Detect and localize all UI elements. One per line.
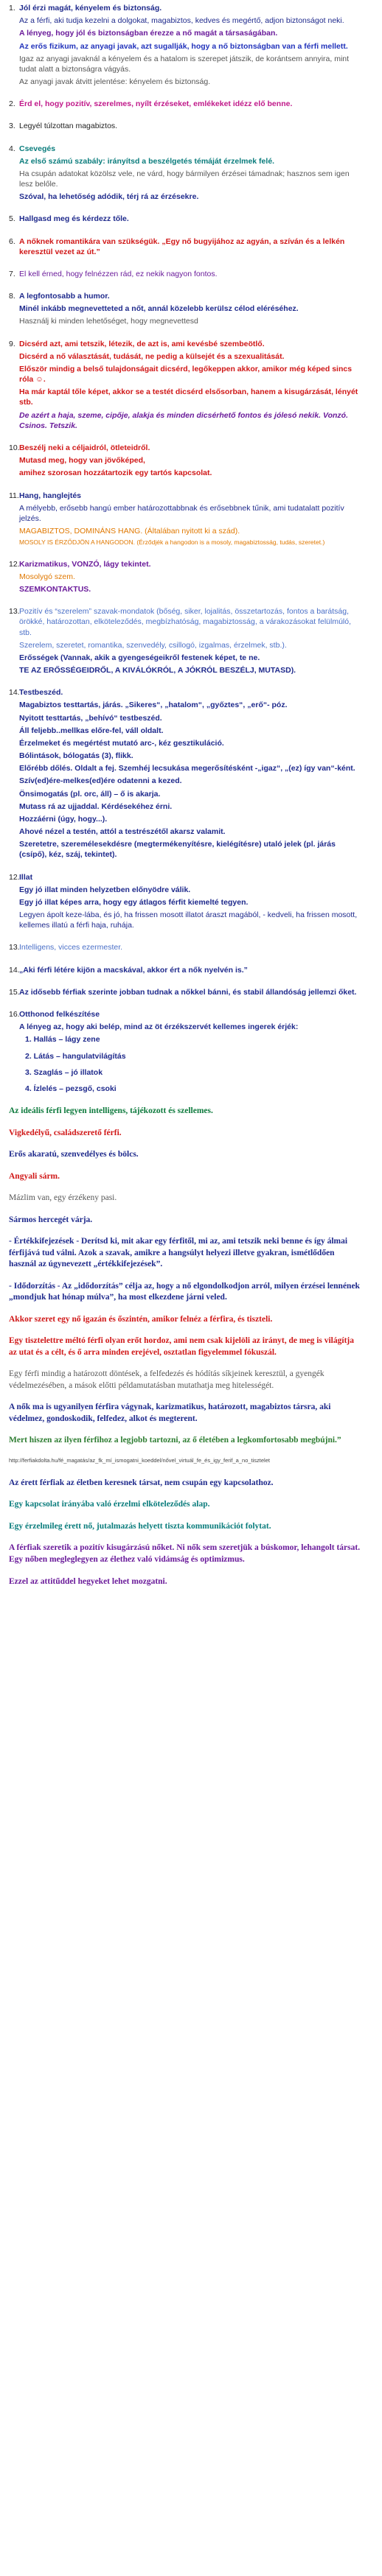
item-text: Bólintások, bólogatás (3), flikk. [19,751,133,761]
item-text: Egy jó illat minden helyzetben előnyödre válik. [19,885,191,894]
note-line: Erős akaratú, szenvedélyes és bölcs. [9,1150,139,1159]
note-line: Angyali sárm. [9,1171,60,1181]
item-text: Érd el, hogy pozitív, szerelmes, nyílt érzéseket, emlékeket idézz elő benne. [19,99,293,109]
list-item [9,606,361,675]
item-text: Ha már kaptál tőle képet, akkor se a testét dicsérd elsősorban, hanem a kisugárzását, lényét stb. [19,387,358,407]
list-item [9,269,361,279]
list-item [9,3,361,87]
item-text: Dicsérd azt, ami tetszik, létezik, de azt is, ami kevésbé szembeötlő. [19,339,265,348]
note-line: Az ideális férfi legyen intelligens, tájékozott és szellemes. [9,1106,213,1116]
item-text: Jól érzi magát, kényelem és biztonság. [19,4,162,13]
note-line: Akkor szeret egy nő igazán és őszintén, amikor felnéz a férfira, és tiszteli. [9,1314,273,1324]
item-text: Áll feljebb..mellkas előre-fel, váll oldalt. [19,726,164,735]
item-number: 6. [9,236,15,246]
list-item [9,443,361,479]
closing-line: Egy kapcsolat irányába való érzelmi elköteleződés alap. [9,1500,210,1509]
item-text: Dicsérd a nő választását, tudását, ne pedig a külsejét és a szexualitását. [19,351,285,361]
list-item [9,965,361,975]
list-item [9,291,361,327]
item-text: Mutass rá az ujjaddal. Kérdésekéhez érni. [19,801,173,811]
item-text: Testbeszéd. [19,688,63,698]
item-text: Ahové nézel a testén, attól a testrészétől akarsz valamit. [19,827,226,837]
note-line: Egy tisztelettre méltó férfi olyan erőt hordoz, ami nem csak kijelöli az irányt, de meg is világítja az utat és a célt, és ő arra minden erejével, osztatlan figyelemmel fókuszál. [9,1336,354,1357]
sense-item: 4. Ízlelés – pezsgő, csoki [25,1084,117,1093]
item-text: Az a férfi, aki tudja kezelni a dolgokat, magabiztos, kedves és megértő, adjon biztonságot neki. [19,16,344,26]
item-text: Intelligens, vicces ezermester. [19,943,123,952]
sense-item: 1. Hallás – lágy zene [25,1035,100,1045]
item-text: Karizmatikus, VONZÓ, lágy tekintet. [19,559,151,569]
item-number: 12. [9,872,20,882]
item-text: Hang, hanglejtés [19,491,82,500]
item-text: Magabiztos testtartás, járás. „Sikeres“, „hatalom“, „győztes“, „erő“- póz. [19,701,288,710]
item-text: Önsimogatás (pl. orc, áll) – ő is akarja. [19,789,161,799]
item-text: A mélyebb, erősebb hangú ember határozottabbnak és erősebbnek tűnik, ami tudatalatt pozitív jelzés. [19,503,344,523]
item-text: Igaz az anyagi javaknál a kényelem és a hatalom is szerepet játszik, de korántsem annyira, mint tudat alatt a biztonságra vágyás. [19,54,350,74]
item-number: 3. [9,122,15,131]
item-number: 14. [9,688,20,698]
list-item [9,872,361,931]
closing-notes [9,1478,361,1587]
list-item [9,144,361,203]
item-text: Legyen ápolt keze-lába, és jó, ha frissen mosott illatot áraszt magából, - kedveli, ha frissen mosott, kellemes illatú a férfi haja, ruhája. [19,910,358,930]
item-number: 11. [9,491,19,500]
item-text: Érzelmeket és megértést mutató arc-, kéz gesztikuláció. [19,738,224,748]
item-text: De azért a haja, szeme, cipője, alakja és minden dicsérhető fontos és jólesó nekik. Vonzó. Csinos. Tetszik. [19,410,349,430]
list-item [9,1009,361,1094]
item-text: Hallgasd meg és kérdezz tőle. [19,214,129,224]
item-text: Előrébb dőlés. Oldalt a fej. Szemhéj lecsukása megerősítésként -„igaz“, „(ez) így van“-ként. [19,764,355,773]
list-item [9,942,361,952]
item-text: Egy jó illat képes arra, hogy egy átlagos férfit kiemelté tegyen. [19,897,249,907]
list-item [9,559,361,595]
item-number: 10. [9,443,20,452]
item-number: 2. [9,99,15,109]
item-text: Mutasd meg, hogy van jövőképed, [19,456,145,466]
item-number: 8. [9,292,15,301]
list-item [9,339,361,431]
note-line: - Idődorzítás - Az „idődorzítás” célja az, hogy a nő elgondolkodjon arról, milyen érzései lennének „mondjuk hat hónap múlva”, ha most elkezdene járni veled. [9,1281,360,1302]
item-text: Az anyagi javak átvitt jelentése: kényelem és biztonság. [19,77,211,87]
list-item [9,236,361,257]
item-text: Legyél túlzottan magabiztos. [19,122,118,131]
item-text: Az első számú szabály: irányítsd a beszélgetés témáját érzelmek felé. [19,156,275,166]
source-url[interactable]: http://ferfiakdolta.hu/fé_magatás/az_fk_mí_ismogatni_koeddel/nővel_virtuál_fe_és_igy_ferif_a_no_tisztelet [9,1456,270,1464]
item-text: Minél inkább megnevetteted a nőt, annál közelebb kerülsz célod eléréséhez. [19,304,299,314]
closing-line: Egy érzelmileg érett nő, jutalmazás helyett tiszta kommunikációt folytat. [9,1521,271,1531]
item-number: 14. [9,965,20,975]
item-text: Szóval, ha lehetőség adódik, térj rá az érzésekre. [19,192,199,202]
note-line: Mert hiszen az ilyen férfihoz a legjobb tartozni, az ő életében a legkomfortosabb megbújni.” [9,1436,341,1445]
item-text: Szerelem, szeretet, romantika, szenvedély, csillogó, izgalmas, érzelmek, stb.). [19,640,287,650]
item-text: Szeretetre, szeremélesekdésre (megtermékenyítésre, kielégítésre) utaló jelek (pl. járás (csípő), kéz, száj, tekintet). [19,840,336,860]
item-number: 15. [9,987,20,997]
closing-line: A férfiak szeretik a pozitív kisugárzású nőket. Ni nők sem szeretjük a búskomor, lehangolt társat. Egy nőben megleglegyen az élethez való vidámság és optimizmus. [9,1543,361,1564]
item-text: amihez szorosan hozzátartozik egy tartós kapcsolat. [19,468,212,478]
item-text: MAGABIZTOS, DOMINÁNS HANG. (Általában nyitott ki a szád). [19,527,240,536]
item-text: Használj ki minden lehetőséget, hogy megnevettesd [19,317,198,326]
item-text: Illat [19,872,33,882]
item-text: Az erős fizikum, az anyagi javak, azt sugallják, hogy a nő biztonságban van a férfi mellett. [19,41,348,51]
sense-list [19,1034,361,1094]
item-text: SZEMKONTAKTUS. [19,585,91,594]
closing-line: Ezzel az attitűddel hegyeket lehet mozgatni. [9,1576,167,1586]
item-text: Otthonod felkészítése [19,1009,100,1019]
item-number: 1. [9,4,15,13]
note-line: Sármos hercegét várja. [9,1215,93,1224]
item-text: A nőknek romantikára van szükségük. „Egy nő bugyijához az agyán, a szíván és a lelkén keresztül vezet az út.” [19,236,345,256]
numbered-list [9,3,361,1094]
item-number: 9. [9,339,15,348]
item-text: Nyitott testtartás, „behívó“ testbeszéd. [19,713,162,723]
item-text: Mosolygó szem. [19,572,75,581]
sense-item: 2. Látás – hangulatvilágítás [25,1051,126,1061]
item-number: 13. [9,607,20,617]
list-item [9,491,361,547]
item-number: 16. [9,1009,20,1019]
note-line: Egy férfi mindig a határozott döntések, a felfedezés és hódítás síkjeinek keresztül, a gyengék védelmezésében, a mások előtti példamutatásban mutathatja meg hitelességét. [9,1369,324,1390]
item-text: A lényeg, hogy jól és biztonságban érezze a nő magát a társaságában. [19,29,278,38]
item-text: Ha csupán adatokat közölsz vele, ne várd, hogy bármilyen érzései támadnak; hasznos sem igen lesz belőle. [19,169,350,189]
item-text: MOSOLY IS ÉRZŐDJÖN A HANGODON. (Érződjék a hangodon is a mosoly, magabiztosság, tudás, szeretet.) [19,538,325,547]
item-text: El kell érned, hogy felnézzen rád, ez nekik nagyon fontos. [19,269,218,278]
item-text: Beszélj neki a céljaidról, ötleteidről. [19,443,150,452]
closing-line: Az érett férfiak az életben keresnek társat, nem csupán egy kapcsolathoz. [9,1478,274,1487]
item-text: Erősségek (Vannak, akik a gyengeségeikről festenek képet, te ne. [19,653,260,662]
item-text: Az idősebb férfiak szerinte jobban tudnak a nőkkel bánni, és stabil állandóság jellemzi őket. [19,987,357,997]
item-text: Szív(ed)ére-melkes(ed)ére odatenni a kezed. [19,776,182,786]
list-item [9,214,361,224]
item-number: 5. [9,214,15,224]
note-line: Mázlim van, egy érzékeny pasi. [9,1193,117,1203]
item-text: A legfontosabb a humor. [19,292,110,301]
list-item [9,121,361,131]
item-text: Csevegés [19,144,56,153]
item-number: 4. [9,144,15,153]
item-text: TE AZ ERŐSSÉGEIDRŐL, A KIVÁLÓKRÓL, A JÓKRÓL BESZÉLJ, MUTASD). [19,666,296,675]
note-line: Vigkedélyű, családszerető férfi. [9,1128,122,1137]
item-number: 12. [9,559,20,569]
note-line: A nők ma is ugyanilyen férfira vágynak, karizmatikus, határozott, magabiztos társra, aki védelmez, gondoskodik, felfedez, alkot és megterent. [9,1403,331,1423]
item-number: 13. [9,943,20,952]
list-item [9,99,361,109]
list-item [9,987,361,997]
item-text: A lényeg az, hogy aki belép, mind az öt érzékszervét kellemes ingerek érjék: [19,1022,299,1032]
list-item [9,687,361,860]
item-text: „Aki férfi létére kijön a macskával, akkor ért a nők nyelvén is.” [19,965,248,975]
bottom-notes [9,1106,361,1447]
item-text: Pozitív és “szerelem” szavak-mondatok (bőség, siker, lojalitás, összetartozás, fontos a barátság, örökké, határozottan, elköteleződés, megbízhatóság, magabiztosság, a várakozásokat felülmúló, stb. [19,607,352,637]
item-number: 7. [9,269,15,278]
sense-item: 3. Szaglás – jó illatok [25,1067,103,1077]
item-text: Először mindig a belső tulajdonságait dicsérd, legőkeppen akkor, amikor még képed sincs róla ☺. [19,364,353,385]
note-line: - Értékkifejezések - Derítsd ki, mit akar egy férfitől, mi az, ami tetszik neki benne és így álmai férfijává tud válni. Azok a szavak, amikre a hangsúlyt helyezi illetve gyakran, ismétlődően használ az úgynevezett „értékkifejezések”. [9,1237,348,1269]
item-text: Hozzáérni (úgy, hogy...). [19,814,108,824]
